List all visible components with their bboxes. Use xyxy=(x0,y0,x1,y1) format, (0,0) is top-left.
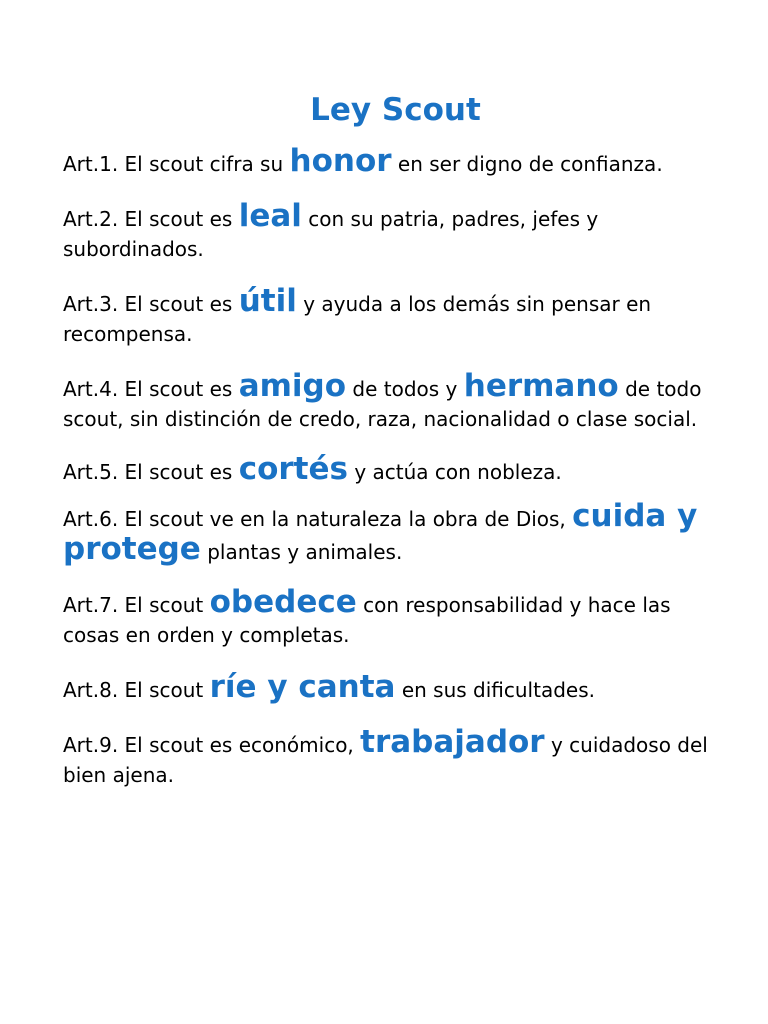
article-8 xyxy=(63,669,718,705)
article-7 xyxy=(63,584,718,650)
page-title: Ley Scout xyxy=(310,92,481,128)
article-text: Art.7. El scout xyxy=(63,593,210,617)
article-keyword: amigo xyxy=(238,368,347,404)
article-1 xyxy=(63,143,718,179)
article-3 xyxy=(63,283,718,349)
article-text: plantas y animales. xyxy=(200,540,403,564)
document-page xyxy=(63,88,718,790)
article-keyword: útil xyxy=(238,283,297,319)
article-text: Art.1. El scout cifra su xyxy=(63,152,290,176)
article-text: Art.5. El scout es xyxy=(63,460,239,484)
article-text: Art.3. El scout es xyxy=(63,292,239,316)
article-keyword: ríe y canta xyxy=(209,669,396,705)
article-4 xyxy=(63,368,718,434)
article-text: con responsabilidad y hace las cosas en orden y completas. xyxy=(63,593,671,647)
article-keyword: trabajador xyxy=(360,724,545,760)
article-9 xyxy=(63,724,718,790)
article-keyword: obedece xyxy=(209,584,357,620)
article-keyword: leal xyxy=(238,198,302,234)
article-text: de todo scout, sin distinción de credo, raza, nacionalidad o clase social. xyxy=(63,377,702,431)
article-keyword: cortés xyxy=(238,451,348,487)
article-keyword: honor xyxy=(289,143,392,179)
article-text: Art.2. El scout es xyxy=(63,207,239,231)
article-text: con su patria, padres, jefes y subordinados. xyxy=(63,207,599,261)
article-text: Art.4. El scout es xyxy=(63,377,239,401)
article-keyword: cuida y protege xyxy=(63,498,698,567)
article-text: Art.6. El scout ve en la naturaleza la obra de Dios, xyxy=(63,507,573,531)
article-text: de todos y xyxy=(346,377,464,401)
article-text: y actúa con nobleza. xyxy=(347,460,562,484)
article-text: en sus dificultades. xyxy=(395,678,595,702)
article-2 xyxy=(63,198,718,264)
article-text: y cuidadoso del bien ajena. xyxy=(63,733,708,787)
article-text: Art.8. El scout xyxy=(63,678,210,702)
article-5 xyxy=(63,451,718,487)
article-6 xyxy=(63,498,718,567)
article-text: Art.9. El scout es económico, xyxy=(63,733,361,757)
article-text: en ser digno de confianza. xyxy=(391,152,663,176)
article-text: y ayuda a los demás sin pensar en recompensa. xyxy=(63,292,652,346)
article-keyword: hermano xyxy=(463,368,619,404)
